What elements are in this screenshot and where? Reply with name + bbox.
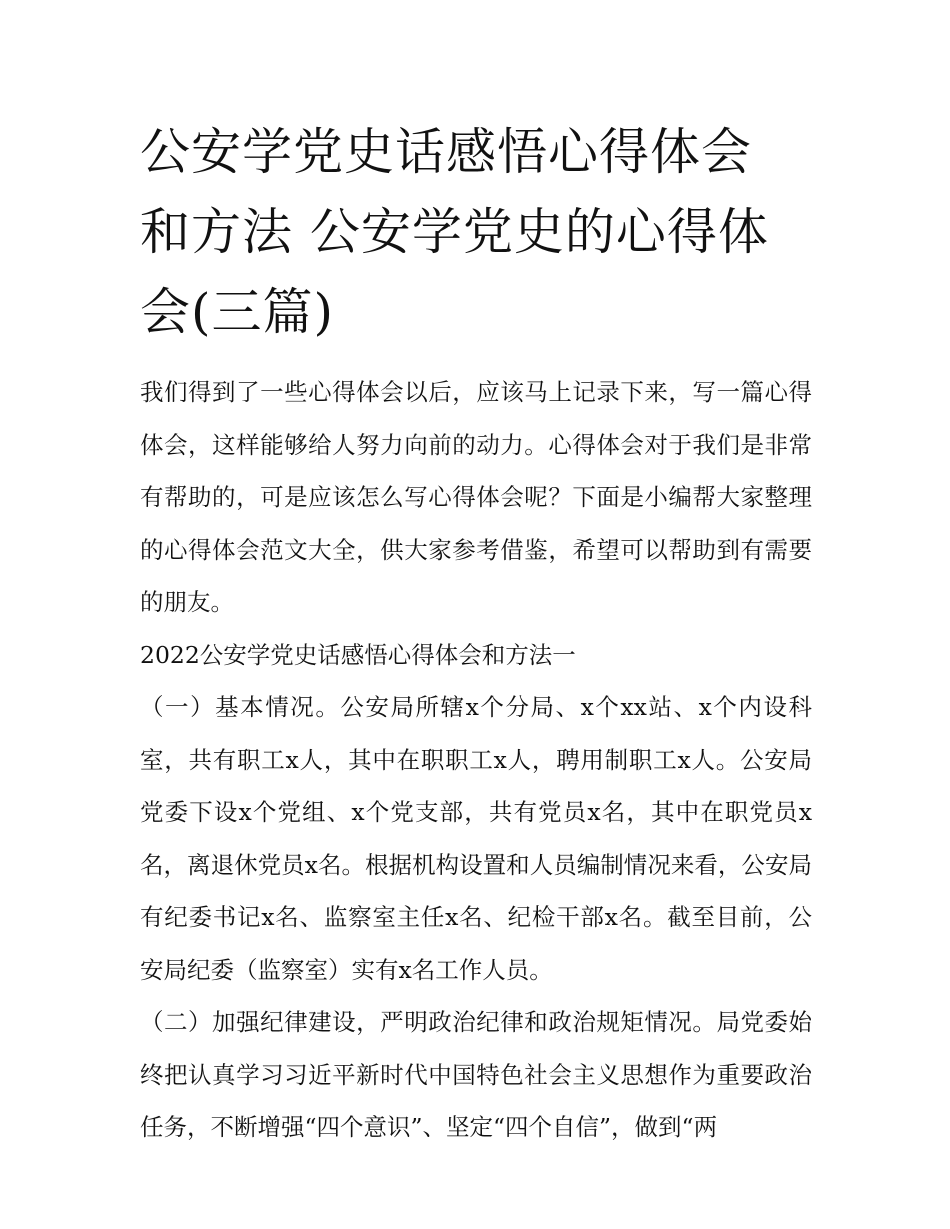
- paragraph-discipline: （二）加强纪律建设，严明政治纪律和政治规矩情况。局党委始终把认真学习习近平新时代中国特色社会主义思想作为重要政治任务，不断增强“四个意识”、坚定“四个自信”，做到“两: [140, 1008, 812, 1141]
- document-title: 公安学党史话感悟心得体会和方法 公安学党史的心得体会(三篇): [140, 123, 769, 341]
- intro-paragraph: 我们得到了一些心得体会以后，应该马上记录下来，写一篇心得体会，这样能够给人努力向前的动力。心得体会对于我们是非常有帮助的，可是应该怎么写心得体会呢？下面是小编帮大家整理的心得体会范文大全，供大家参考借鉴，希望可以帮助到有需要的朋友。: [140, 378, 812, 616]
- document-body: [140, 112, 812, 1154]
- paragraph-basic-situation: （一）基本情况。公安局所辖x个分局、x个xx站、x个内设科室，共有职工x人，其中在职职工x人，聘用制职工x人。公安局党委下设x个党组、x个党支部，共有党员x名，其中在职党员x名，离退休党员x名。根据机构设置和人员编制情况来看，公安局有纪委书记x名、监察室主任x名、纪检干部x名。截至目前，公安局纪委（监察室）实有x名工作人员。: [140, 693, 812, 984]
- section-heading: 2022公安学党史话感悟心得体会和方法一: [140, 640, 576, 669]
